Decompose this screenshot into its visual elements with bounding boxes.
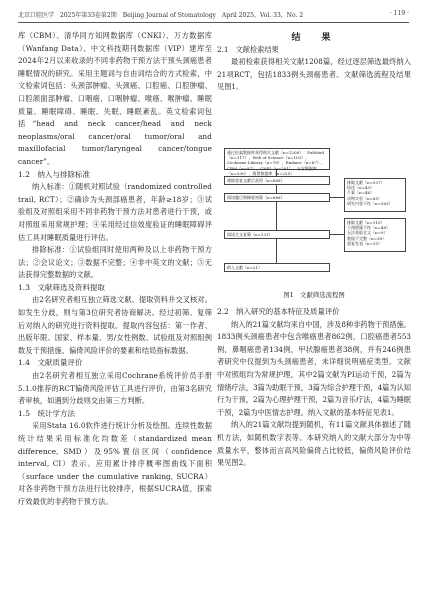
exclusion-2-item: 数据不完整（n=38） — [347, 235, 387, 241]
search-paragraph: 库（CBM）、清华同方知网数据库（CNKI）、万方数据库（Wanfang Data）、中文科技期刊数据库（VIP）建库至2024年2月以来收录的不同非药物干预方法干预头颈癌患者睡眠情况的研究。采用主题词与自由词结合的方式检索，中文检索词包括：头颈部肿瘤、头颈癌、口腔癌、口腔肿瘤、口腔颌面部肿瘤、口咽癌、口咽肿瘤、喉癌、喉肿瘤、睡眠质量、睡眠障碍、睡眠、失眠、睡眠紊乱。英文检索词包括“head and neck cancer/head and neck neoplasms/oral cancer/oral tumor/oral and maxillofacial tumor/laryngeal cancer/tongue cancer”。 — [18, 31, 212, 166]
journal-line: 北京口腔医学 2025年第33卷第2期 Beijing Journal of Stomatology April 2025，Vol. 33，No. 2 — [18, 12, 304, 19]
dedup-box: 剔除重复文献后获得（n=668） — [224, 176, 330, 185]
running-header — [18, 10, 409, 23]
exclusion-1-title: 排除文献（n=537） — [347, 180, 385, 185]
section-1-3-heading: 1.3 文献筛选及资料提取 — [18, 282, 105, 292]
fulltext-box: 阅读全文复筛（n=131） — [224, 230, 330, 239]
quality-paragraph: 由2名研究者相互独立采用Cochrane系统评价员手册5.1.0推荐的RCT偏倚风险评估工具进行评价，由第3名研究者审核，如遇到分歧则交由第三方判断。 — [18, 371, 212, 406]
screen-box: 阅读题目和摘要初筛（n=668） — [224, 193, 330, 202]
exclusion-2-item: 重复发表（n=15） — [347, 240, 383, 246]
search-results-paragraph: 最初检索获得相关文献1208篇，经过逐层筛选最终纳入21项RCT，包括1833例头颈癌患者。文献筛选流程及结果见图1。 — [217, 57, 411, 92]
arrow-down — [276, 185, 277, 193]
section-2-2-heading: 2.2 纳入研究的基本特征及质量评价 — [217, 307, 340, 316]
exclusion-1-item: 个案（n=46） — [347, 190, 375, 196]
left-column — [18, 30, 212, 509]
inclusion-paragraph: 纳入标准：①随机对照试验（randomized controlled trail, RCT）；②确诊为头颈部癌患者，年龄≥18岁；③试验组及对照组采用不同非药物干预方法对患者进行干预，或对照组采用常规护理；④采用经过信效度验证的睡眠障碍评估工具对睡眠质量进行评估。 — [18, 182, 212, 242]
section-2-1-heading: 2.1 文献检索结果 — [217, 45, 279, 54]
arrow-down — [276, 202, 277, 230]
results-title: 结 果 — [291, 33, 337, 43]
exclusion-2-title: 排除文献（n=110） — [347, 220, 385, 225]
page-number: · 119 · — [389, 10, 409, 17]
section-1-5-heading: 1.5 统计学方法 — [18, 408, 75, 418]
database-search-box: 通过检索数据库获得相关文献（n=1208）：PubMed（n=117）、Web of Science（n=103）、Cochrane Library（n=78）、Embase（n=67）、CBM（n=87）、CNKI（n=201）、万方数据库（n=330）、维普数据库（n=225） — [224, 148, 330, 170]
characteristics-paragraph: 纳入的21篇文献均来自中国，涉及8种非药物干预措施。1833例头颈癌患者中包含喉癌患者862例，口腔癌患者553例，鼻咽癌患者134例，甲状腺癌患者38例，并有246例患者研究中仅提到为头颈癌患者，未详细说明癌症类型。文献中对照组均为常规护理，其中2篇文献为PI运动干预，2篇为情绪疗法，3篇为助眠干预，3篇为综合护理干预，4篇为认知行为干预，2篇为心理护理干预，2篇为音乐疗法，4篇为睡眠干预，2篇为中医情志护理。纳入文献的基本特征见表1。 — [217, 319, 411, 417]
exclusion-1-item: 综述（n=43） — [347, 185, 375, 191]
exclusion-box-1 — [344, 178, 406, 212]
arrow-right — [330, 234, 344, 235]
exclusion-2-item: 无法获取全文（n=9） — [347, 230, 388, 236]
section-1-4-heading: 1.4 文献质量评价 — [18, 358, 83, 368]
exclusion-2-item: 干预措施不符（n=48） — [347, 225, 391, 231]
bias-paragraph: 纳入的21篇文献均提到随机，有11篇文献具体描述了随机方法，如随机数字表等。本研究纳入的文献大部分为中等质量水平，整体而言高风险偏倚占比较低，偏倚风险评价结果见图2。 — [217, 420, 411, 468]
arrow-right — [330, 197, 344, 198]
extraction-paragraph: 由2名研究者相互独立筛选文献、提取资料并交叉核对。如发生分歧，则与第3位研究者协商解决。经过初筛、复筛后对纳入的研究进行资料提取。提取内容包括：第一作者、出版年限、国家、样本量、男/女性例数、试验组及对照组例数及干预措施、偏倚风险评价的要素和结局指标数据。 — [18, 295, 212, 355]
figure-caption: 图1 文献筛选流程图 — [283, 291, 345, 299]
exclusion-1-item: 动物实验（n=85） — [347, 195, 383, 201]
statistics-paragraph: 采用Stata 16.0软件进行统计分析及绘图。连续性数据统计结果采用标准化均数差（standardized mean difference, SMD）及95%置信区间（confidence interval, CI）表示。应用累计排序概率图曲线下面积（surface under the cumulative ranking, SUCRA）对各非药物干预方法进行比较排序，根据SUCRA值，探索疗效最优的非药物干预方法。 — [18, 421, 212, 506]
screening-flowchart — [222, 148, 408, 276]
exclusion-box-2 — [344, 218, 406, 252]
arrow-down — [276, 239, 277, 263]
exclusion-paragraph: 排除标准：①试验组同时使用两种及以上非药物干预方法；②会议论文；③数据不完整；④非中英文的文献；⑤无法获得完整数据的文献。 — [18, 245, 212, 280]
section-2-2 — [217, 306, 411, 470]
exclusion-1-item: 研究内容不符（n=363） — [347, 200, 393, 206]
section-1-2-heading: 1.2 纳入与排除标准 — [18, 169, 90, 179]
included-box: 纳入文献（n=21） — [224, 263, 330, 272]
